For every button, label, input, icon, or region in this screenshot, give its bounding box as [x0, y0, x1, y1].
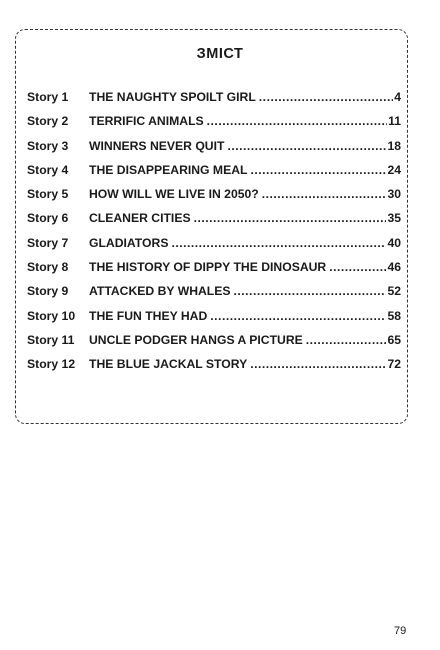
- toc-entry-number: Story 2: [27, 114, 69, 129]
- toc-entry-number: Story 5: [27, 187, 69, 202]
- toc-entry-title: UNCLE PODGER HANGS A PICTURE: [89, 332, 303, 347]
- toc-entry: [27, 260, 401, 284]
- toc-entry-leader-dots: [329, 260, 386, 274]
- toc-entry-number: Story 11: [27, 332, 75, 347]
- toc-entry-title: THE NAUGHTY SPOILT GIRL: [89, 90, 256, 104]
- toc-entry-number: Story 12: [27, 357, 76, 372]
- toc-entry-title: THE BLUE JACKAL STORY: [89, 357, 248, 372]
- toc-entry-leader-dots: [207, 114, 387, 128]
- toc-entry-leader-dots: [259, 90, 393, 104]
- toc-entry-title: WINNERS NEVER QUIT: [89, 138, 225, 153]
- toc-entry-leader-dots: [250, 163, 386, 177]
- toc-entry-title: TERRIFIC ANIMALS: [89, 114, 204, 129]
- toc-entry-title: ATTACKED BY WHALES: [89, 284, 231, 299]
- toc-entry-number: Story 6: [27, 211, 69, 226]
- toc-entry-page: 58: [387, 308, 401, 323]
- toc-entry-number: Story 7: [27, 235, 69, 250]
- toc-list: [27, 90, 401, 382]
- toc-entry: [27, 284, 401, 308]
- toc-entry-title: GLADIATORS: [89, 235, 169, 250]
- toc-entry: [27, 236, 401, 260]
- toc-entry-leader-dots: [306, 333, 387, 347]
- toc-entry-number: Story 3: [27, 138, 69, 153]
- toc-entry: [27, 187, 401, 211]
- toc-entry-page: 72: [387, 357, 401, 372]
- toc-entry-page: 52: [387, 284, 401, 299]
- toc-title: ЗМІСТ: [196, 46, 244, 62]
- toc-entry: [27, 309, 401, 333]
- toc-entry-page: 65: [387, 332, 401, 347]
- toc-entry-page: 46: [387, 260, 401, 275]
- toc-entry: [27, 163, 401, 187]
- toc-entry-number: Story 4: [27, 162, 69, 177]
- toc-entry-page: 35: [387, 211, 401, 226]
- toc-entry-leader-dots: [262, 187, 387, 201]
- toc-entry: [27, 139, 401, 163]
- toc-entry-leader-dots: [194, 211, 387, 225]
- toc-entry-page: 4: [394, 90, 401, 104]
- toc-entry-page: 11: [388, 114, 401, 129]
- toc-entry-page: 24: [387, 162, 401, 177]
- toc-entry-number: Story 8: [27, 260, 69, 275]
- toc-entry: [27, 357, 401, 381]
- toc-entry: [27, 90, 401, 114]
- toc-entry-page: 18: [387, 138, 401, 153]
- toc-entry-leader-dots: [250, 357, 386, 371]
- toc-entry: [27, 114, 401, 138]
- toc-entry: [27, 333, 401, 357]
- toc-entry-title: THE FUN THEY HAD: [89, 308, 208, 323]
- page-number: 79: [394, 625, 407, 637]
- toc-entry-title: CLEANER CITIES: [89, 211, 191, 226]
- toc-entry-number: Story 1: [27, 90, 69, 104]
- toc-entry-leader-dots: [227, 139, 386, 153]
- toc-entry-leader-dots: [210, 309, 386, 323]
- toc-entry-number: Story 10: [27, 308, 76, 323]
- toc-entry-leader-dots: [171, 236, 386, 250]
- toc-entry-leader-dots: [234, 284, 387, 298]
- toc-entry-title: HOW WILL WE LIVE IN 2050?: [89, 187, 259, 202]
- toc-entry: [27, 211, 401, 235]
- toc-entry-title: THE DISAPPEARING MEAL: [89, 162, 248, 177]
- toc-entry-page: 30: [387, 187, 401, 202]
- toc-entry-page: 40: [387, 235, 401, 250]
- toc-entry-number: Story 9: [27, 284, 69, 299]
- toc-entry-title: THE HISTORY OF DIPPY THE DINOSAUR: [89, 260, 327, 275]
